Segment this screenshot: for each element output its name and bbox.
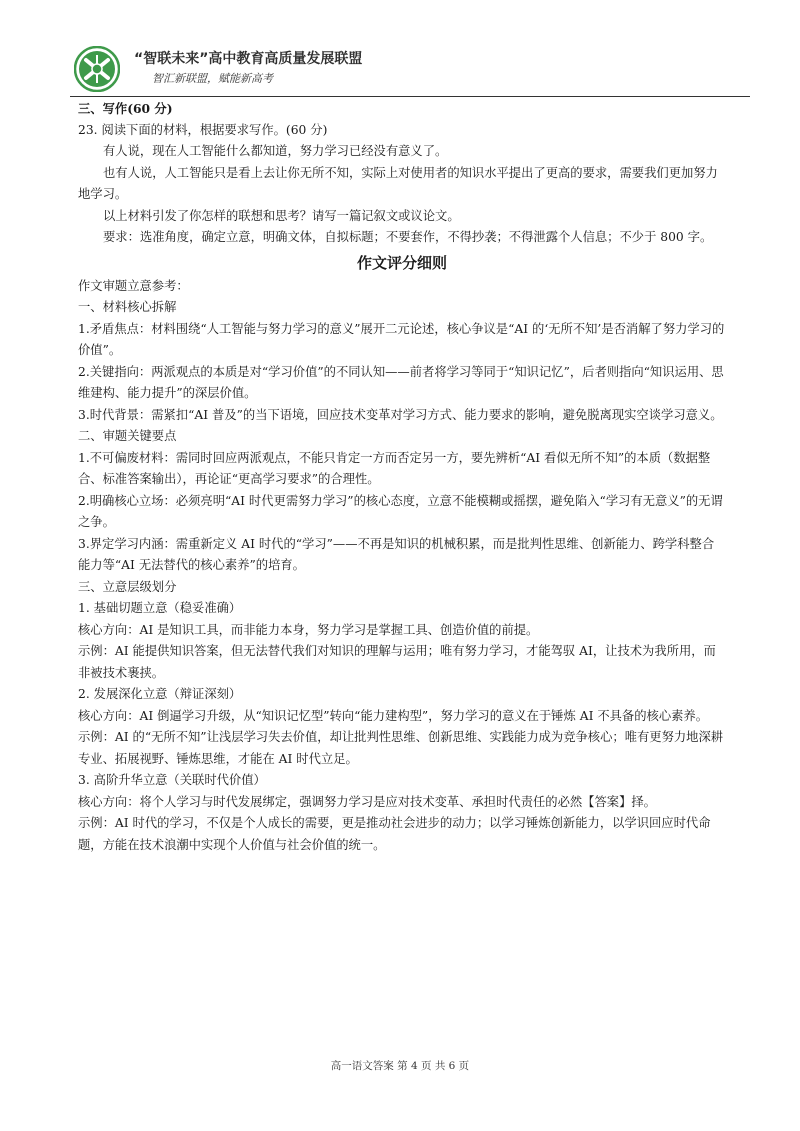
- rubric-title: 作文评分细则: [356, 253, 447, 272]
- list-item: 3.界定学习内涵：需重新定义 AI 时代的“学习”——不再是知识的机械积累，而是批判性思维、创新能力、跨学科整合能力等“AI 无法替代的核心素养”的培育。: [78, 536, 715, 572]
- material-paragraph: 有人说，现在人工智能什么都知道，努力学习已经没有意义了。: [103, 144, 448, 158]
- alliance-logo-icon: [74, 46, 120, 92]
- list-item: 1.矛盾焦点：材料围绕“人工智能与努力学习的意义”展开二元论述，核心争议是“AI 的‘无所不知’是否消解了努力学习的价值”。: [78, 321, 725, 357]
- header-divider: [70, 96, 750, 97]
- page-header: [70, 40, 750, 96]
- header-subtitle: 智汇新联盟，赋能新高考: [152, 72, 273, 85]
- level-direction: 核心方向：AI 倒逼学习升级，从“知识记忆型”转向“能力建构型”，努力学习的意义在于锤炼 AI 不具备的核心素养。: [78, 708, 709, 723]
- list-item: 3.时代背景：需紧扣“AI 普及”的当下语境，回应技术变革对学习方式、能力要求的影响，避免脱离现实空谈学习意义。: [78, 407, 723, 422]
- part-heading: 一、材料核心拆解: [78, 300, 177, 314]
- page-footer: 高一语文答案 第 4 页 共 6 页: [330, 1060, 470, 1072]
- level-direction: 核心方向：AI 是知识工具，而非能力本身，努力学习是掌握工具、创造价值的前提。: [78, 622, 539, 637]
- part-heading: 三、立意层级划分: [78, 579, 177, 594]
- level-title: 3. 高阶升华立意（关联时代价值）: [78, 773, 266, 787]
- level-example: 示例：AI 的“无所不知”让浅层学习失去价值，却让批判性思维、创新思维、实践能力成为竞争核心；唯有更努力地深耕专业、拓展视野、锤炼思维，才能在 AI 时代立足。: [78, 730, 724, 766]
- list-item: 1.不可偏废材料：需同时回应两派观点，不能只肯定一方而否定另一方，要先辨析“AI 看似无所不知”的本质（数据整合、标准答案输出），再论证“更高学习要求”的合理性。: [78, 450, 711, 486]
- list-item: 2.明确核心立场：必须亮明“AI 时代更需努力学习”的核心态度，立意不能模糊或摇摆，避免陷入“学习有无意义”的无谓之争。: [78, 493, 723, 529]
- requirement-paragraph: 要求：选准角度，确定立意，明确文体，自拟标题；不要套作，不得抄袭；不得泄露个人信息；不少于 800 字。: [103, 230, 713, 244]
- level-direction: 核心方向：将个人学习与时代发展绑定，强调努力学习是应对技术变革、承担时代责任的必然【答案】择。: [78, 794, 656, 809]
- page-content: [78, 98, 726, 856]
- part-heading: 二、审题关键要点: [78, 429, 177, 443]
- material-paragraph: 也有人说，人工智能只是看上去让你无所不知，实际上对使用者的知识水平提出了更高的要求，需要我们更加努力地学习。: [78, 165, 718, 201]
- list-item: 2.关键指向：两派观点的本质是对“学习价值”的不同认知——前者将学习等同于“知识记忆”，后者则指向“知识运用、思维建构、能力提升”的深层价值。: [78, 364, 724, 400]
- rubric-intro: 作文审题立意参考：: [78, 278, 189, 293]
- level-title: 1. 基础切题立意（稳妥准确）: [78, 601, 242, 615]
- section-heading: 三、写作(60 分): [78, 101, 173, 116]
- material-paragraph: 以上材料引发了你怎样的联想和思考？请写一篇记叙文或议论文。: [103, 208, 460, 223]
- header-title: “智联未来”高中教育高质量发展联盟: [134, 51, 363, 67]
- level-example: 示例：AI 时代的学习，不仅是个人成长的需要，更是推动社会进步的动力；以学习锤炼创新能力，以学识回应时代命题，方能在技术浪潮中实现个人价值与社会价值的统一。: [78, 816, 711, 852]
- level-title: 2. 发展深化立意（辩证深刻）: [78, 687, 242, 701]
- level-example: 示例：AI 能提供知识答案，但无法替代我们对知识的理解与运用；唯有努力学习，才能驾驭 AI，让技术为我所用，而非被技术裹挟。: [78, 644, 716, 680]
- question-stem: 23. 阅读下面的材料，根据要求写作。(60 分): [78, 122, 328, 137]
